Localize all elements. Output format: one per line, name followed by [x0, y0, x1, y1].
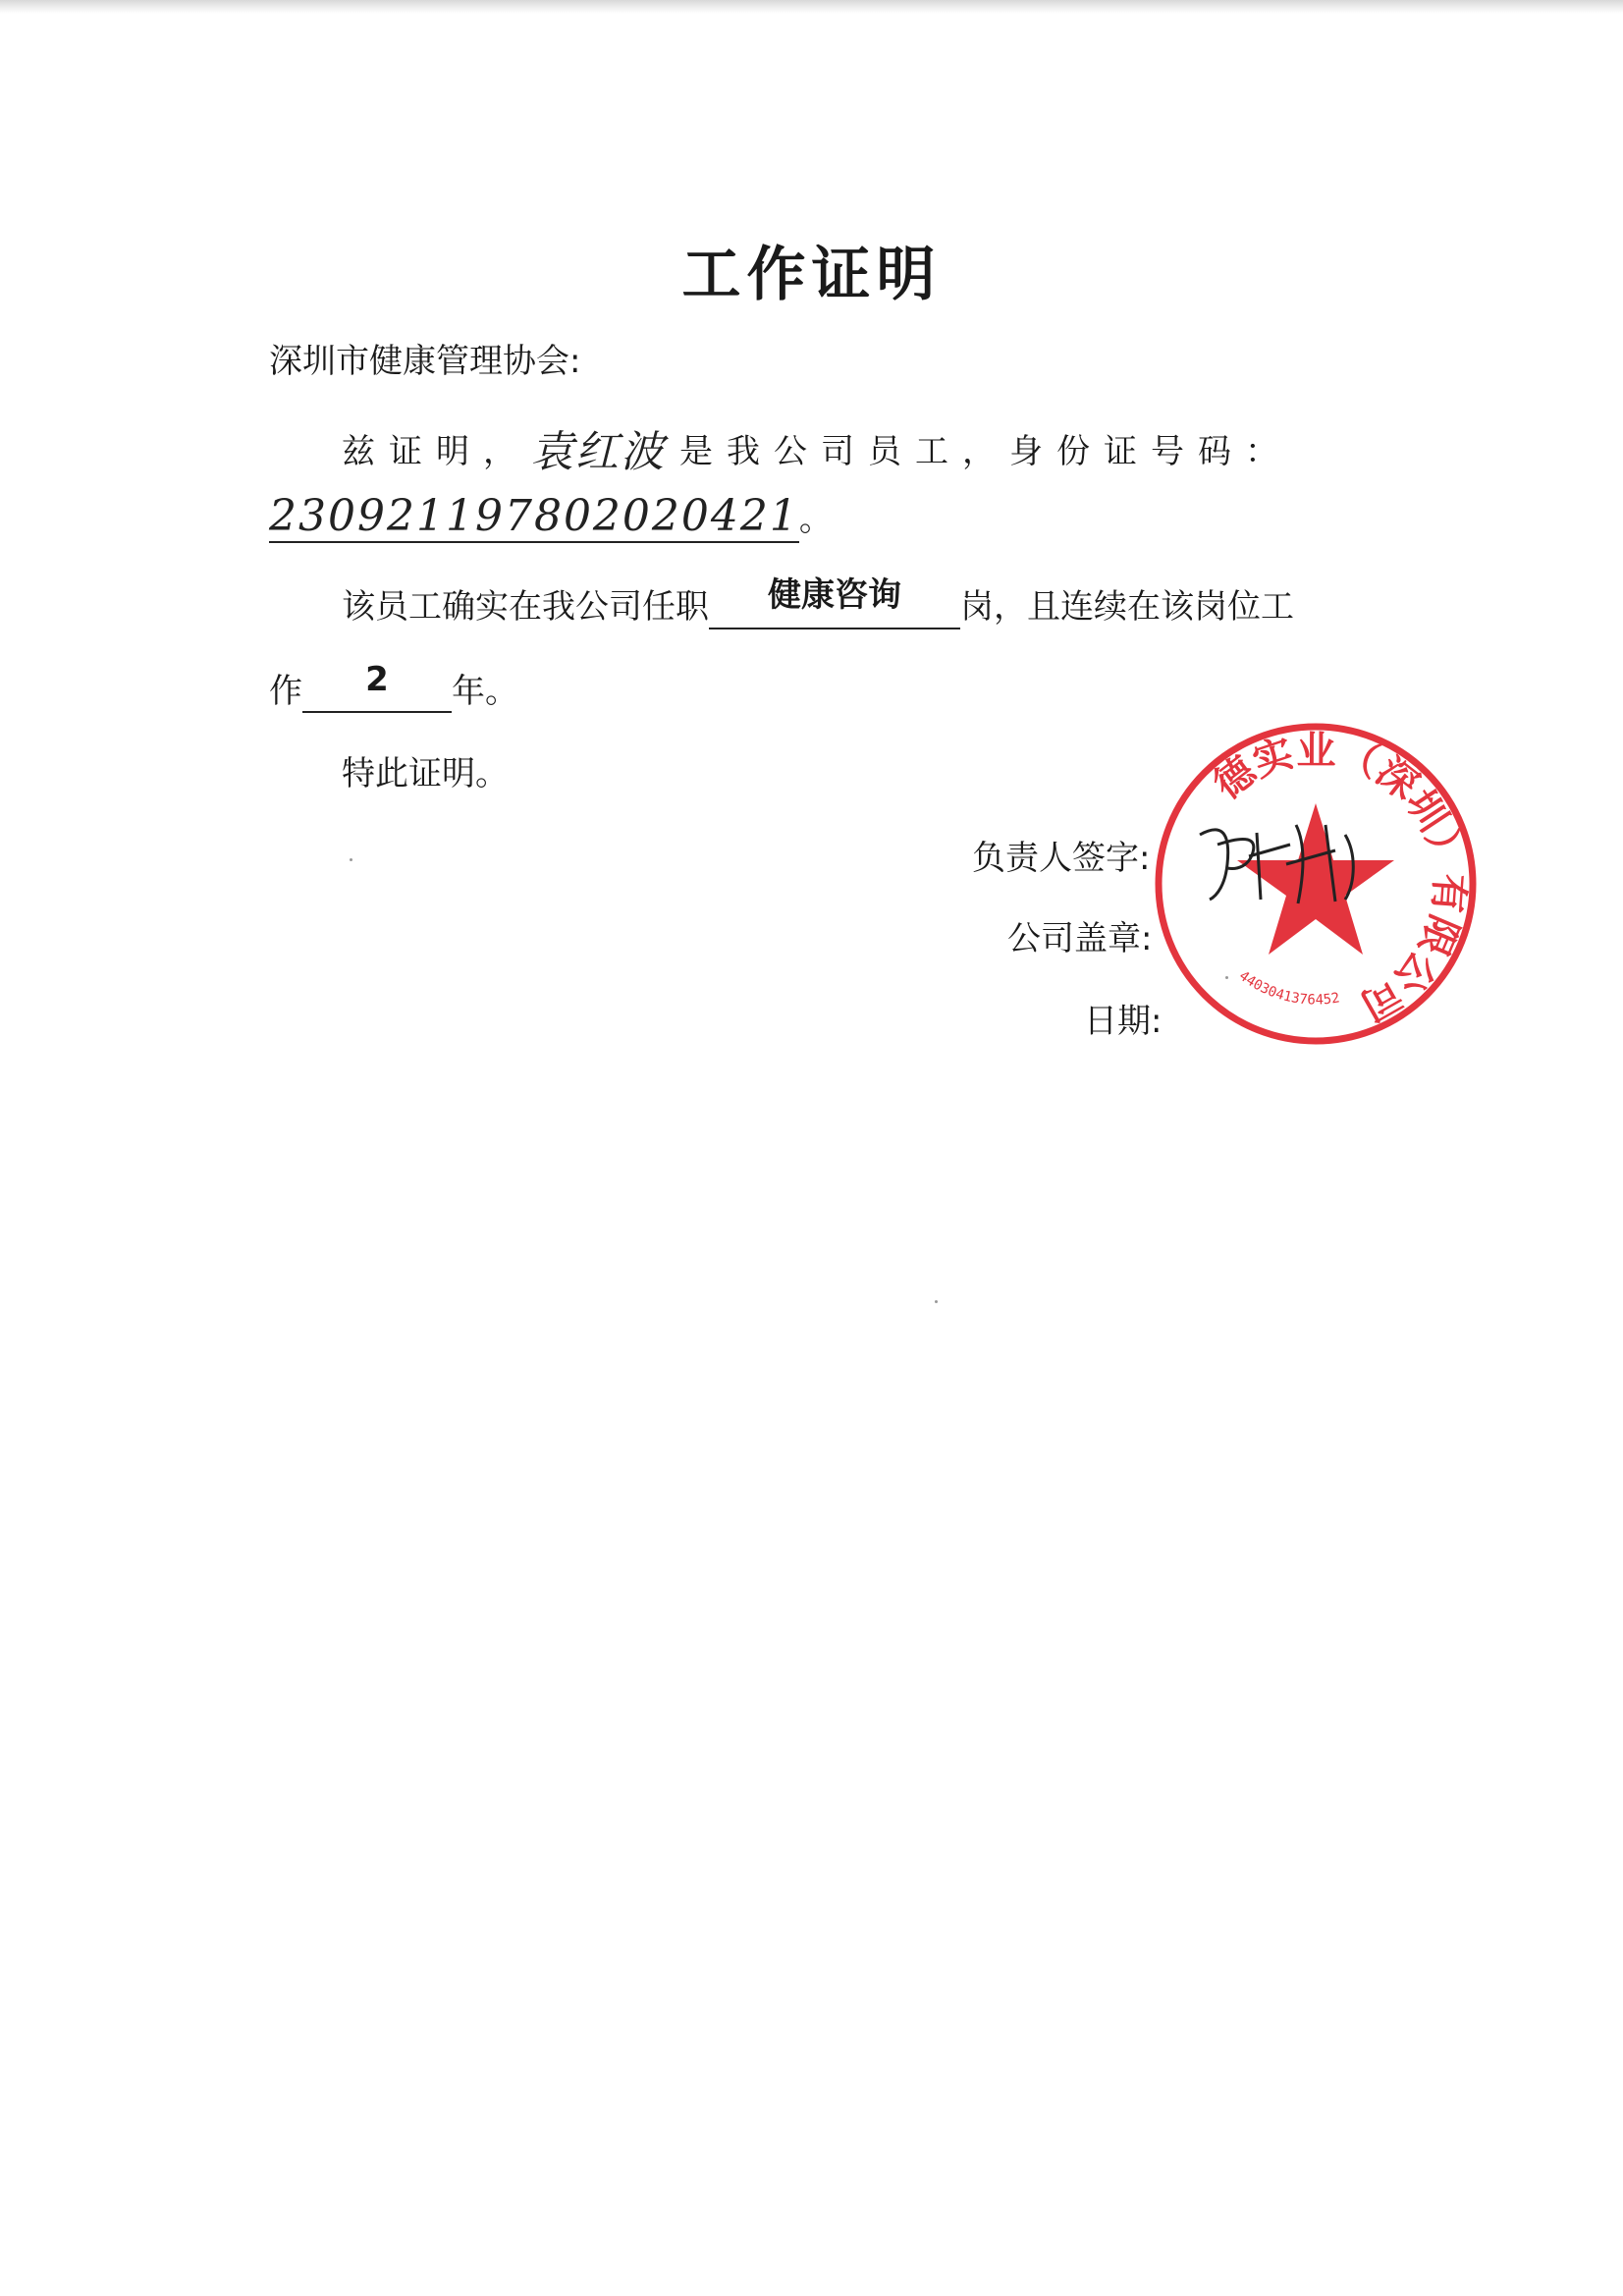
para2-suffix: 岗，且连续在该岗位工	[960, 587, 1294, 627]
para3-prefix: 作	[269, 672, 302, 711]
paragraph-1	[342, 412, 1292, 475]
paragraph-3	[269, 660, 518, 713]
years-blank	[302, 660, 452, 713]
years-value: 2	[365, 660, 389, 699]
closing-line: 特此证明。	[342, 754, 509, 793]
position-blank	[709, 575, 960, 629]
id-end: 。	[798, 500, 833, 539]
date-label: 日期:	[1084, 1002, 1163, 1041]
para1-prefix: 兹证明，	[342, 432, 530, 471]
scan-speck	[1225, 976, 1228, 979]
id-number-handwritten: 230921197802020421	[269, 491, 799, 541]
paragraph-2	[342, 575, 1294, 629]
document-title: 工作证明	[681, 241, 942, 309]
para2-prefix: 该员工确实在我公司任职	[342, 587, 709, 627]
para1-suffix: 是我公司员工，身份证号码：	[679, 432, 1292, 471]
seal-company-text: 德实业（深圳）有限公司	[1206, 728, 1473, 1029]
employee-name-handwritten: 袁红波	[530, 427, 666, 477]
para3-suffix: 年。	[452, 672, 518, 711]
position-value: 健康咨询	[768, 575, 901, 615]
recipient-line: 深圳市健康管理协会:	[269, 342, 581, 381]
scan-edge	[0, 0, 1623, 14]
signer-label: 负责人签字:	[972, 839, 1151, 878]
id-line	[269, 491, 833, 543]
scan-speck	[350, 858, 352, 861]
scan-speck	[935, 1300, 938, 1303]
seal-number: 4403041376452	[1235, 967, 1341, 1009]
seal-label: 公司盖章:	[1007, 919, 1153, 958]
signature-mark	[1188, 805, 1375, 913]
